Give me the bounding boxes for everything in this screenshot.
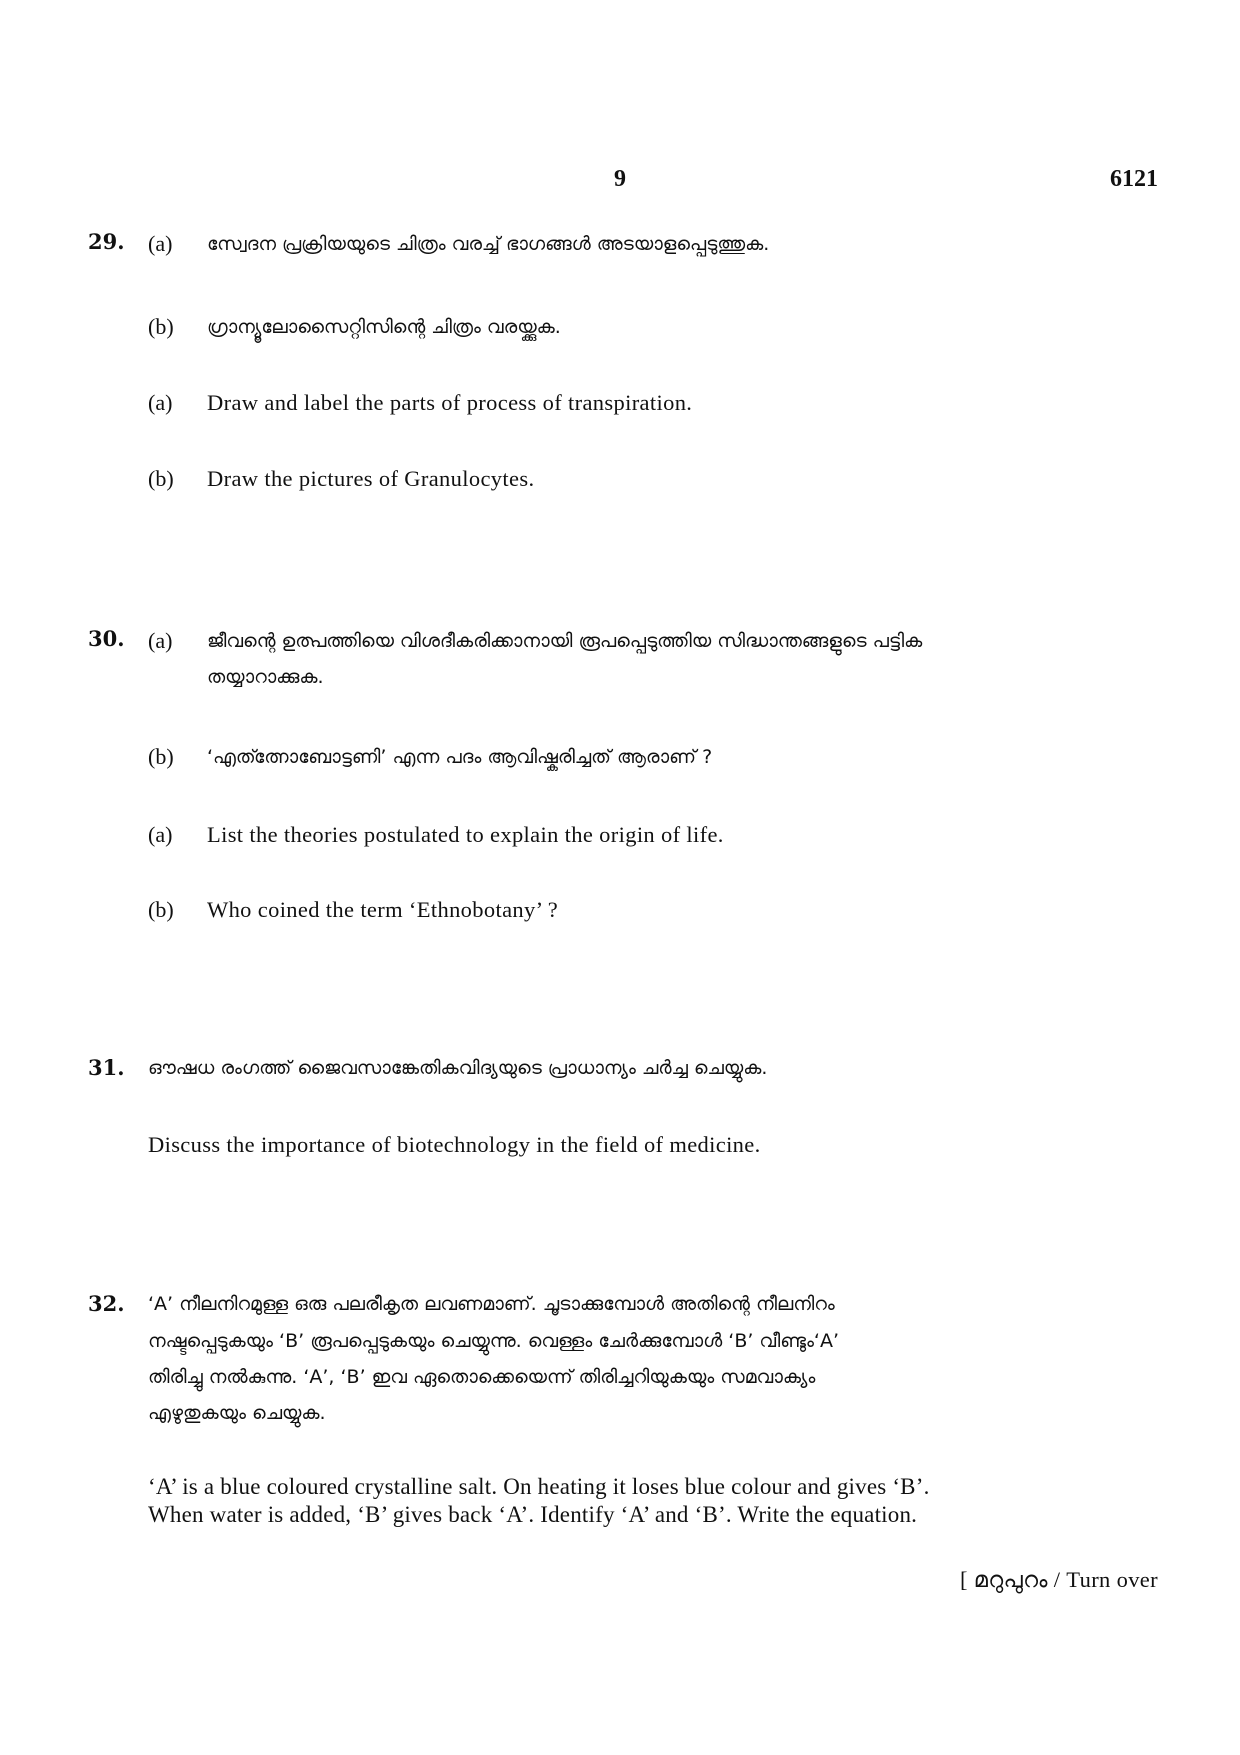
- q30-part-b-en-label: (b): [148, 897, 174, 922]
- q29-part-a-malayalam: സ്വേദന പ്രക്രിയയുടെ ചിത്രം വരച്ച് ഭാഗങ്ങൾ അടയാളപ്പെടുത്തുക.: [207, 233, 770, 255]
- q30-part-b-english: Who coined the term ‘Ethnobotany’ ?: [207, 897, 559, 922]
- q31-english: Discuss the importance of biotechnology in the field of medicine.: [148, 1132, 761, 1157]
- q32-malayalam-line4: എഴുതുകയും ചെയ്യുക.: [148, 1402, 326, 1424]
- q30-part-a-english: List the theories postulated to explain the origin of life.: [207, 822, 724, 847]
- q30-part-a-malayalam-line1: ജീവന്റെ ഉത്പത്തിയെ വിശദീകരിക്കാനായി രൂപപ്പെടുത്തിയ സിദ്ധാന്തങ്ങളുടെ പട്ടിക: [207, 630, 923, 652]
- turn-over-note: [ മറുപുറം / Turn over: [959, 1567, 1158, 1592]
- q30-part-b-malayalam: ‘എത്ത്നോബോട്ടണി’ എന്ന പദം ആവിഷ്കരിച്ചത് ആരാണ് ?: [207, 746, 713, 768]
- q32-malayalam-line1: ‘A’ നീലനിറമുള്ള ഒരു പലരീകൃത ലവണമാണ്. ചൂടാക്കുമ്പോൾ അതിന്റെ നീലനിറം: [148, 1293, 835, 1315]
- q32-malayalam-line3: തിരിച്ചു നൽകുന്നു. ‘A’, ‘B’ ഇവ ഏതൊക്കെയെന്ന് തിരിച്ചറിയുകയും സമവാക്യം: [148, 1366, 816, 1388]
- q29-part-a-english: Draw and label the parts of process of transpiration.: [207, 390, 693, 415]
- q30-part-b-label: (b): [148, 744, 174, 769]
- q30-part-a-malayalam-line2: തയ്യാറാക്കുക.: [207, 666, 324, 688]
- q32-english-line2: When water is added, ‘B’ gives back ‘A’. Identify ‘A’ and ‘B’. Write the equation.: [148, 1502, 918, 1527]
- page-number: 9: [614, 166, 626, 192]
- q29-part-b-en-label: (b): [148, 466, 174, 491]
- question-number-31: 31.: [88, 1055, 125, 1080]
- paper-code: 6121: [1110, 166, 1158, 192]
- q30-part-a-label: (a): [148, 628, 173, 653]
- q29-part-a-en-label: (a): [148, 390, 173, 415]
- q32-malayalam-line2: നഷ്ടപ്പെടുകയും ‘B’ രൂപപ്പെടുകയും ചെയ്യുന്നു. വെള്ളം ചേർക്കുമ്പോൾ ‘B’ വീണ്ടും‘A’: [148, 1330, 840, 1352]
- q29-part-b-label: (b): [148, 314, 174, 339]
- question-number-30: 30.: [88, 626, 125, 651]
- q30-part-a-en-label: (a): [148, 822, 173, 847]
- q31-malayalam: ഔഷധ രംഗത്ത് ജൈവസാങ്കേതികവിദ്യയുടെ പ്രാധാന്യം ചർച്ച ചെയ്യുക.: [148, 1057, 768, 1079]
- q29-part-a-label: (a): [148, 231, 173, 256]
- question-number-32: 32.: [88, 1291, 125, 1316]
- q29-part-b-malayalam: ഗ്രാന്യൂലോസൈറ്റിസിന്റെ ചിത്രം വരയ്ക്കുക.: [207, 316, 561, 338]
- question-number-29: 29.: [88, 229, 125, 254]
- q29-part-b-english: Draw the pictures of Granulocytes.: [207, 466, 535, 491]
- q32-english-line1: ‘A’ is a blue coloured crystalline salt. On heating it loses blue colour and gives ‘B’.: [148, 1474, 930, 1499]
